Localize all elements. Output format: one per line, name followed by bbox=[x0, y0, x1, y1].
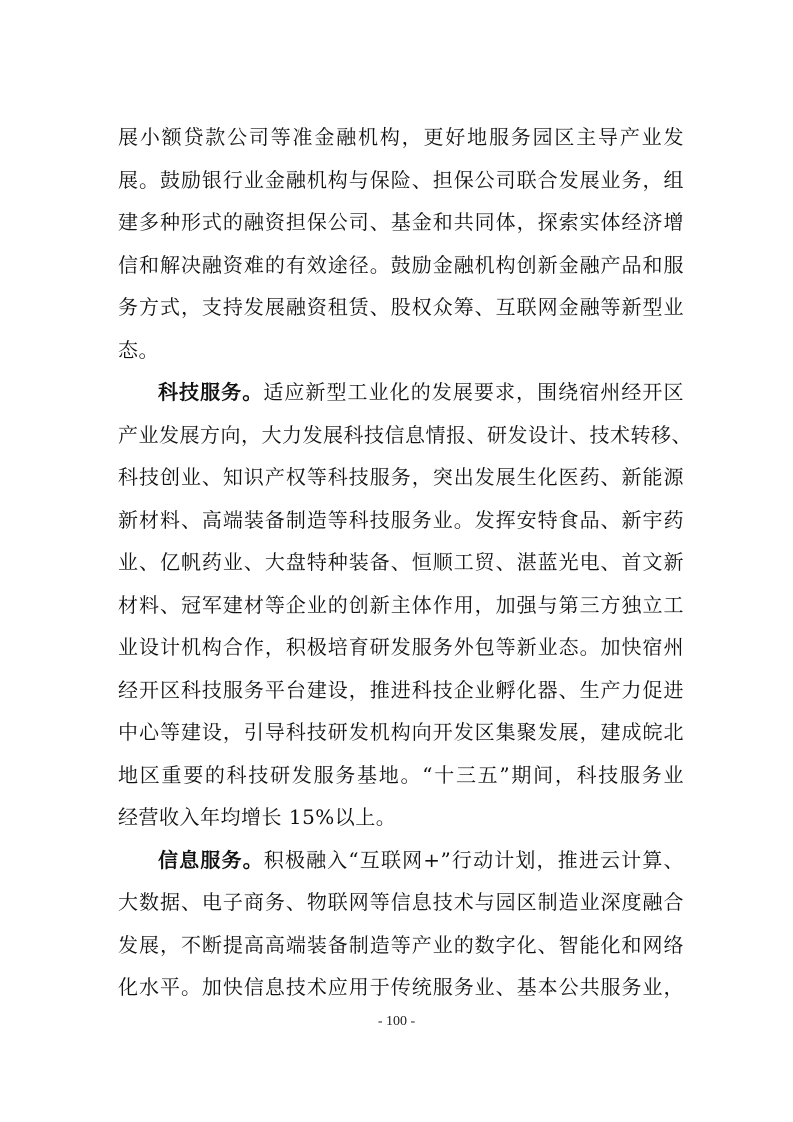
text-line: 化水平。加快信息技术应用于传统服务业、基本公共服务业， bbox=[118, 975, 684, 999]
text-line: 中心等建设，引导科技研发机构向开发区集聚发展，建成皖北 bbox=[118, 720, 684, 744]
paragraph-heading-line bbox=[118, 839, 684, 882]
paragraph-heading-line bbox=[118, 371, 684, 414]
text-run: 积极融入“互联网+”行动计划，推进云计算、 bbox=[263, 847, 684, 872]
body-text bbox=[118, 116, 692, 1009]
text-line: 展小额贷款公司等准金融机构，更好地服务园区主导产业发 bbox=[118, 125, 684, 149]
text-line: 经开区科技服务平台建设，推进科技企业孵化器、生产力促进 bbox=[118, 677, 684, 702]
section-lead-info-services: 信息服务。 bbox=[158, 847, 264, 872]
text-line: 材料、冠军建材等企业的创新主体作用，加强与第三方独立工 bbox=[118, 592, 684, 617]
section-lead-tech-services: 科技服务。 bbox=[158, 380, 264, 404]
text-line: 科技创业、知识产权等科技服务，突出发展生化医药、新能源 bbox=[118, 465, 684, 489]
text-line: 大数据、电子商务、物联网等信息技术与园区制造业深度融合 bbox=[118, 890, 684, 914]
text-line: 务方式，支持发展融资租赁、股权众筹、互联网金融等新型业 bbox=[118, 295, 684, 319]
text-line: 业、亿帆药业、大盘特种装备、恒顺工贸、湛蓝光电、首文新 bbox=[118, 550, 684, 574]
text-line: 信和解决融资难的有效途径。鼓励金融机构创新金融产品和服 bbox=[118, 252, 684, 277]
text-line: 产业发展方向，大力发展科技信息情报、研发设计、技术转移、 bbox=[118, 422, 692, 447]
text-line: 地区重要的科技研发服务基地。“十三五”期间，科技服务业 bbox=[118, 762, 684, 787]
text-line: 发展，不断提高高端装备制造等产业的数字化、智能化和网络 bbox=[118, 932, 684, 957]
text-line: 新材料、高端装备制造等科技服务业。发挥安特食品、新宇药 bbox=[118, 507, 684, 532]
text-line: 态。 bbox=[118, 337, 159, 362]
text-line: 建多种形式的融资担保公司、基金和共同体，探索实体经济增 bbox=[118, 210, 684, 234]
text-line: 展。鼓励银行业金融机构与保险、担保公司联合发展业务，组 bbox=[118, 167, 684, 192]
text-line: 经营收入年均增长 15%以上。 bbox=[118, 805, 397, 829]
page-number: - 100 - bbox=[377, 1014, 416, 1029]
text-line: 业设计机构合作，积极培育研发服务外包等新业态。加快宿州 bbox=[118, 635, 684, 659]
text-run: 适应新型工业化的发展要求，围绕宿州经开区 bbox=[263, 380, 684, 404]
